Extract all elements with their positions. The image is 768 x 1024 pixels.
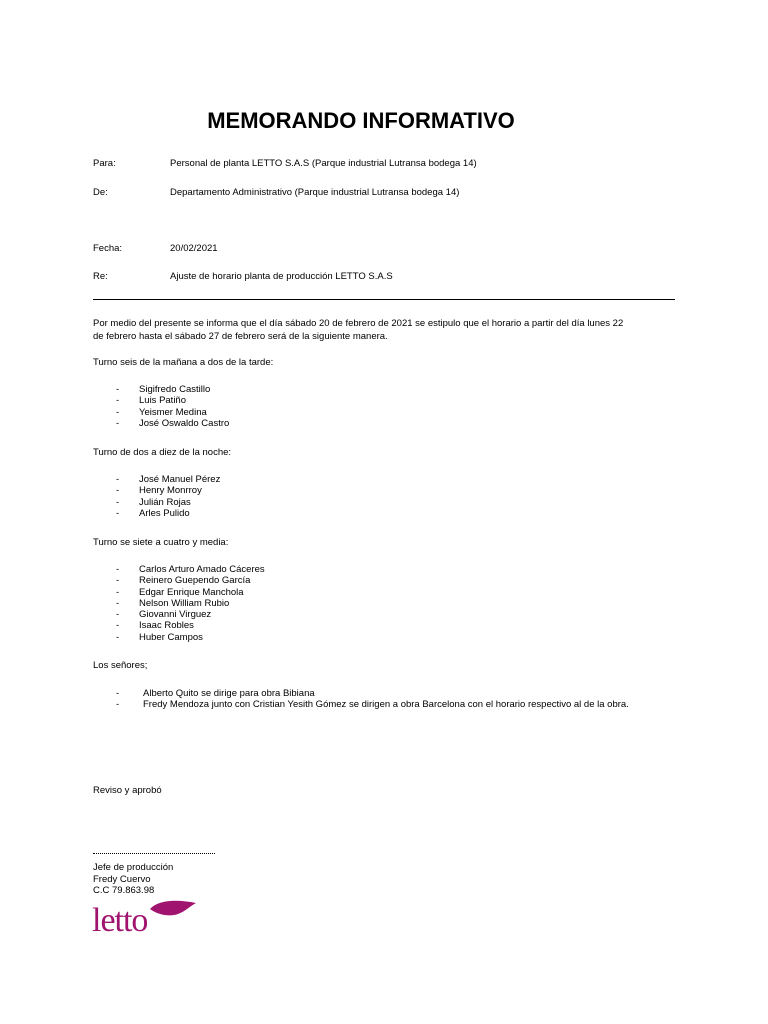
shift2-heading: Turno de dos a diez de la noche:: [93, 447, 232, 458]
list-item-name: Yeismer Medina: [139, 406, 207, 418]
de-label: De:: [93, 187, 108, 198]
logo-lips-shape: [150, 901, 196, 916]
para-value: Personal de planta LETTO S.A.S (Parque industrial Lutransa bodega 14): [170, 158, 477, 169]
bullet-dash: -: [116, 474, 120, 485]
list-item-name: Arles Pulido: [139, 507, 190, 519]
header-divider: [93, 299, 675, 300]
shift1-heading: Turno seis de la mañana a dos de la tarde:: [93, 357, 274, 368]
list-item-name: Reinero Guependo García: [139, 575, 251, 587]
bullet-dash: -: [116, 699, 120, 711]
intro-line-2: de febrero hasta el sábado 27 de febrero será de la siguiente manera.: [93, 331, 388, 342]
intro-line-1: Por medio del presente se informa que el día sábado 20 de febrero de 2021 se estipulo que el horario a partir del día lunes 22: [93, 318, 624, 329]
list-item-name: Giovanni Virguez: [139, 609, 212, 621]
list-item-name: Huber Campos: [139, 631, 203, 643]
fecha-value: 20/02/2021: [170, 243, 218, 254]
bullet-dash: -: [116, 631, 120, 643]
list-item-name: Julián Rojas: [139, 496, 191, 508]
list-item-name: Henry Monrroy: [139, 485, 202, 497]
de-value: Departamento Administrativo (Parque industrial Lutransa bodega 14): [170, 187, 460, 198]
list-item-name: José Manuel Pérez: [139, 474, 221, 485]
para-label: Para:: [93, 158, 116, 169]
list-item-name: Isaac Robles: [139, 620, 194, 632]
bullet-dash: -: [116, 575, 120, 587]
bullet-dash: -: [116, 406, 120, 418]
signature-line: [93, 853, 215, 854]
senores-heading: Los señores;: [93, 660, 148, 671]
bullet-dash: -: [116, 496, 120, 508]
bullet-dash: -: [116, 507, 120, 519]
bullet-dash: -: [116, 688, 120, 699]
bullet-dash: -: [116, 485, 120, 497]
bullet-dash: -: [116, 586, 120, 598]
bullet-dash: -: [116, 609, 120, 621]
approval-text: Reviso y aprobó: [93, 785, 162, 796]
intro-paragraph: [93, 317, 683, 343]
bullet-dash: -: [116, 417, 120, 429]
list-item-name: José Oswaldo Castro: [139, 417, 230, 429]
list-item-name: Nelson William Rubio: [139, 597, 230, 609]
list-item-name: Sigifredo Castillo: [139, 384, 211, 395]
list-item-text: Fredy Mendoza junto con Cristian Yesith Gómez se dirigen a obra Barcelona con el horario respectivo al de la obra.: [143, 699, 629, 711]
bullet-dash: -: [116, 620, 120, 632]
fecha-label: Fecha:: [93, 243, 123, 254]
signature-name: Fredy Cuervo: [93, 874, 151, 885]
signature-id: C.C 79.863.98: [93, 885, 155, 896]
logo-text: letto: [92, 902, 148, 936]
shift3-heading: Turno se siete a cuatro y media:: [93, 537, 229, 548]
re-value: Ajuste de horario planta de producción LETTO S.A.S: [170, 271, 393, 282]
bullet-dash: -: [116, 384, 120, 395]
bullet-dash: -: [116, 564, 120, 575]
signature-role: Jefe de producción: [93, 862, 174, 873]
list-item-name: Edgar Enrique Manchola: [139, 586, 244, 598]
memo-title: MEMORANDO INFORMATIVO: [207, 108, 515, 133]
letto-logo: [92, 896, 202, 939]
bullet-dash: -: [116, 597, 120, 609]
list-item-name: Carlos Arturo Amado Cáceres: [139, 564, 265, 575]
bullet-dash: -: [116, 395, 120, 407]
list-item-name: Luis Patiño: [139, 395, 187, 407]
list-item-text: Alberto Quito se dirige para obra Bibiana: [143, 688, 315, 699]
re-label: Re:: [93, 271, 108, 282]
